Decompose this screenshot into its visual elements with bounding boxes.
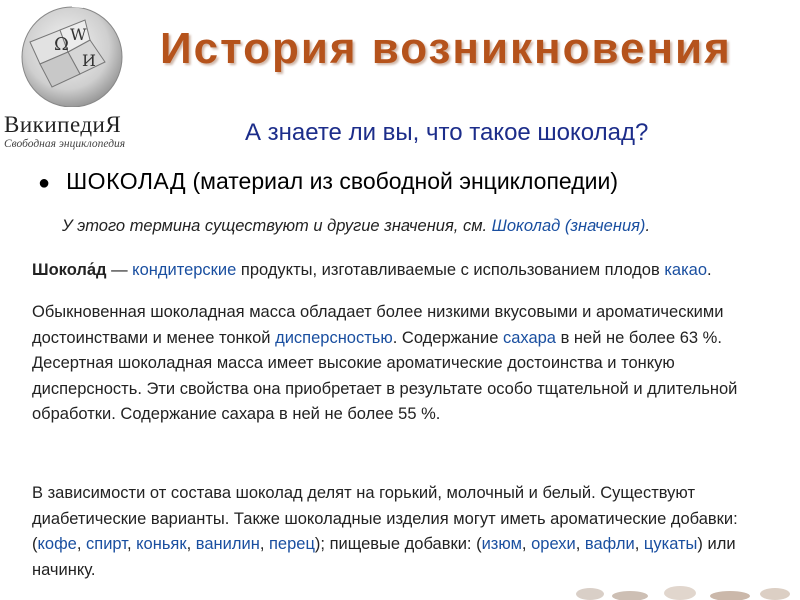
bullet-heading [38, 168, 798, 195]
link-chocolate-disambiguation[interactable]: Шоколад (значения) [491, 217, 646, 235]
article-hatnote: У этого термина существуют и другие значения, см. Шоколад (значения). [62, 217, 651, 235]
wikipedia-logo [0, 0, 150, 160]
link-sugar[interactable]: сахара [502, 328, 556, 347]
svg-text:Ω: Ω [54, 34, 69, 55]
link-coffee[interactable]: кофе [37, 535, 77, 553]
svg-text:W: W [70, 25, 87, 44]
logo-wordmark: ВикипедиЯ [4, 112, 122, 137]
article-term: Шокола́д [32, 261, 107, 279]
link-wafers[interactable]: вафли [584, 535, 635, 553]
link-candied-fruit[interactable]: цукаты [643, 535, 698, 553]
logo-tagline: Свободная энциклопедия [4, 138, 126, 150]
wikipedia-globe-icon [10, 2, 135, 107]
svg-text:И: И [82, 51, 96, 70]
link-cocoa[interactable]: какао [664, 261, 708, 279]
slide-subtitle: А знаете ли вы, что такое шоколад? [245, 119, 649, 146]
link-cognac[interactable]: коньяк [136, 535, 187, 553]
article-paragraph-types: В зависимости от состава шоколад делят на горький, молочный и белый. Существуют диабетические варианты. Также шоколадные изделия могут иметь ароматические добавки: (кофе, спирт, коньяк, ванилин, перец); пищевые добавки: (изюм, орехи, вафли, цукаты) или начинку. [32, 484, 738, 579]
link-alcohol[interactable]: спирт [86, 535, 127, 553]
article-paragraph-composition: Обыкновенная шоколадная масса обладает более низкими вкусовыми и ароматическими достоинствами и менее тонкой дисперсностью. Содержание сахара в ней не более 63 %. Десертная шоколадная масса имеет высокие ароматические достоинства и тонкую дисперсность. Эти свойства она приобретает в результате особо тщательной и длительной обработки. Содержание сахара в ней не более 55 %. [32, 303, 738, 423]
link-raisins[interactable]: изюм [481, 535, 522, 553]
link-vanillin[interactable]: ванилин [195, 535, 260, 553]
link-dispersity[interactable]: дисперсностью [275, 328, 393, 347]
link-pepper[interactable]: перец [268, 535, 315, 553]
decorative-chocolate-strip [570, 578, 800, 600]
bullet-term: ШОКОЛАД [66, 168, 187, 194]
link-confectionery[interactable]: кондитерские [132, 261, 237, 279]
article-paragraph-definition: Шокола́д — кондитерские продукты, изготавливаемые с использованием плодов какао. [32, 261, 712, 279]
link-nuts[interactable]: орехи [531, 535, 576, 553]
slide-title: История возникновения [160, 24, 732, 73]
bullet-icon: ● [38, 172, 51, 194]
bullet-source: (материал из свободной энциклопедии) [192, 168, 618, 194]
